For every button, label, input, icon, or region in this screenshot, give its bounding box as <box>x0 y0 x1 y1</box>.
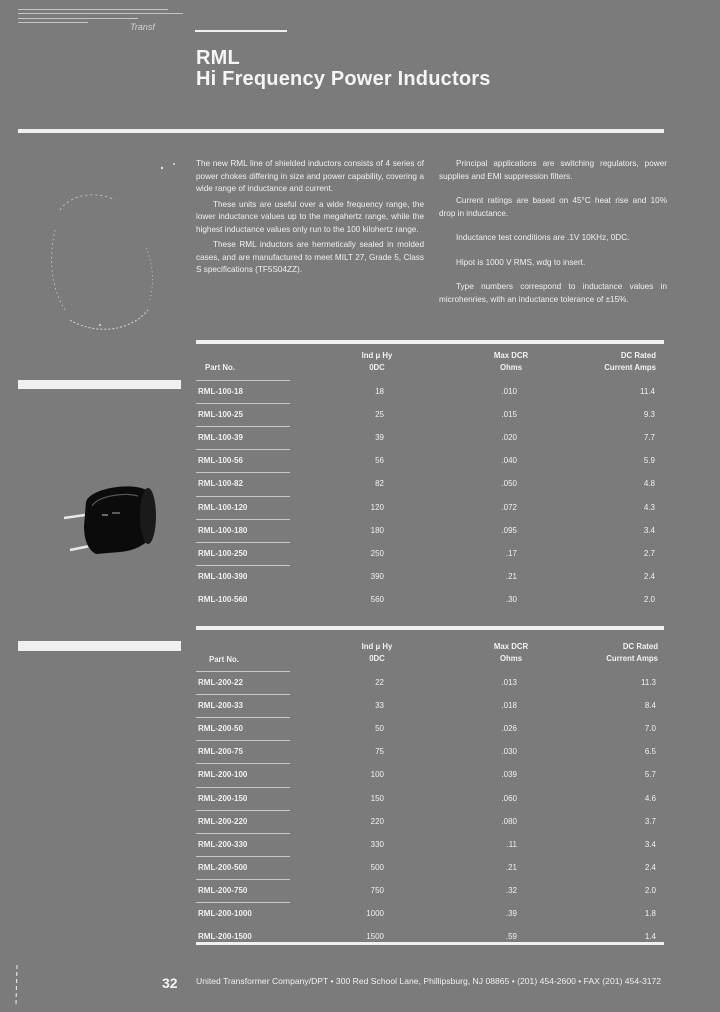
table-cell-dcr: .072 <box>501 502 517 512</box>
table-cell-inductance: 22 <box>375 678 384 687</box>
table-cell-part: RML-200-750 <box>198 885 248 895</box>
table-cell-inductance: 220 <box>370 816 384 826</box>
table-bottom-rule <box>196 942 664 945</box>
table-cell-current: 2.4 <box>644 862 656 872</box>
table-cell-part: RML-100-39 <box>198 433 243 443</box>
table-cell-dcr: .010 <box>501 387 517 396</box>
col-header-dcr: Max DCR Ohms <box>493 642 529 663</box>
table-cell-current: 3.4 <box>643 525 655 535</box>
table-row-separator <box>196 426 290 427</box>
table-cell-dcr: .040 <box>501 456 517 466</box>
table-cell-inductance: 18 <box>375 387 384 396</box>
page-number: 32 <box>162 975 178 991</box>
col-header-dcr: Max DCR Ohms <box>493 351 529 372</box>
table-cell-dcr: .020 <box>501 433 517 443</box>
table-cell-current: 2.0 <box>644 885 656 895</box>
table-row-separator <box>196 717 290 718</box>
col-header-inductance: Ind μ Hy 0DC <box>361 351 393 372</box>
table-cell-part: RML-100-56 <box>198 456 243 466</box>
table-cell-part: RML-200-1000 <box>198 909 252 918</box>
table-cell-inductance: 33 <box>375 701 384 711</box>
table-cell-part: RML-100-250 <box>198 548 248 558</box>
table-cell-dcr: .21 <box>505 862 517 872</box>
table-row-separator <box>196 763 290 764</box>
table-cell-dcr: .21 <box>505 571 517 581</box>
table-cell-dcr: .050 <box>501 479 517 489</box>
table-cell-inductance: 150 <box>370 793 384 803</box>
table-cell-current: 5.9 <box>643 456 655 466</box>
table-cell-part: RML-200-330 <box>198 839 248 849</box>
table-row-separator <box>196 449 290 450</box>
table-cell-part: RML-200-150 <box>198 793 248 803</box>
table-cell-part: RML-200-1500 <box>198 932 252 942</box>
table-row-separator <box>196 403 290 404</box>
table-cell-current: 7.0 <box>644 724 656 734</box>
scan-mark <box>14 965 20 1005</box>
table-cell-inductance: 56 <box>375 456 384 466</box>
table-row-separator <box>196 472 290 473</box>
table-cell-dcr: .59 <box>505 932 517 942</box>
table-cell-inductance: 1500 <box>366 932 384 942</box>
table-cell-current: 1.8 <box>644 909 656 918</box>
table-cell-dcr: .080 <box>501 816 517 826</box>
table-cell-dcr: .30 <box>505 594 517 604</box>
table-cell-current: 7.7 <box>643 433 655 443</box>
intro-paragraph: These RML inductors are hermetically sealed in molded cases, and are manufactured to meet MILT 27, Grade 5, Class S specifications (TF5S04ZZ). <box>196 240 424 274</box>
table-cell-dcr: .026 <box>501 724 517 734</box>
table-cell-inductance: 39 <box>375 433 384 443</box>
table-cell-inductance: 75 <box>375 747 384 757</box>
scan-header-artifact <box>18 4 188 34</box>
table-top-rule <box>196 626 664 630</box>
page-title-series: RML <box>196 47 240 69</box>
table-cell-inductance: 250 <box>370 548 384 558</box>
table-row-separator <box>196 879 290 880</box>
table-cell-current: 11.4 <box>640 387 655 396</box>
table-row-separator <box>196 671 290 672</box>
col-header-inductance: Ind μ Hy 0DC <box>361 642 393 663</box>
faded-product-photo <box>40 160 175 345</box>
table-cell-current: 2.4 <box>643 571 655 581</box>
table-cell-dcr: .060 <box>501 793 517 803</box>
table-cell-part: RML-200-75 <box>198 747 243 757</box>
intro-right-column <box>439 158 667 306</box>
table-row-separator <box>196 542 290 543</box>
table-cell-inductance: 390 <box>370 571 384 581</box>
table-cell-current: 9.3 <box>643 410 655 420</box>
intro-paragraph: Current ratings are based on 45°C heat rise and 10% drop in inductance. <box>439 196 667 218</box>
table-cell-dcr: .039 <box>501 770 517 780</box>
table-cell-current: 8.4 <box>644 701 656 711</box>
table-cell-part: RML-100-82 <box>198 479 243 489</box>
left-section-bar <box>18 380 181 389</box>
table-cell-part: RML-100-390 <box>198 571 248 581</box>
table-cell-part: RML-100-25 <box>198 410 243 420</box>
table-cell-inductance: 100 <box>370 770 384 780</box>
table-cell-current: 3.7 <box>644 816 656 826</box>
table-cell-part: RML-100-180 <box>198 525 248 535</box>
table-cell-current: 1.4 <box>644 932 656 942</box>
table-cell-current: 5.7 <box>644 770 656 780</box>
table-cell-inductance: 1000 <box>366 909 384 918</box>
table-cell-part: RML-200-22 <box>198 678 243 687</box>
table-cell-inductance: 330 <box>370 839 384 849</box>
table-cell-current: 2.0 <box>643 594 655 604</box>
table-cell-dcr: .095 <box>501 525 517 535</box>
table-cell-inductance: 560 <box>370 594 384 604</box>
intro-paragraph: Hipot is 1000 V RMS, wdg to insert. <box>456 257 586 267</box>
table-row-separator <box>196 833 290 834</box>
table-cell-current: 2.7 <box>643 548 655 558</box>
table-cell-dcr: .11 <box>506 839 517 849</box>
col-header-part: Part No. <box>205 363 235 372</box>
table-row-separator <box>196 694 290 695</box>
table-cell-dcr: .17 <box>505 548 517 558</box>
table-cell-inductance: 82 <box>375 479 384 489</box>
table-cell-inductance: 25 <box>375 410 384 420</box>
intro-paragraph: The new RML line of shielded inductors consists of 4 series of power chokes differing in size and power capability, covering a wide range of inductance and current. <box>196 159 424 193</box>
table-cell-part: RML-200-220 <box>198 816 248 826</box>
table-cell-dcr: .39 <box>505 909 517 918</box>
intro-paragraph: Type numbers correspond to inductance values in microhenries, with an inductance tolerance of ±15%. <box>439 282 667 304</box>
table-cell-inductance: 50 <box>375 724 384 734</box>
table-row-separator <box>196 740 290 741</box>
table-cell-part: RML-100-560 <box>198 594 248 604</box>
table-cell-dcr: .018 <box>501 701 517 711</box>
table-row-separator <box>196 519 290 520</box>
table-cell-inductance: 120 <box>370 502 384 512</box>
intro-left-column <box>196 158 424 277</box>
table-cell-part: RML-200-50 <box>198 724 243 734</box>
table-cell-current: 4.8 <box>643 479 655 489</box>
table-cell-inductance: 180 <box>370 525 384 535</box>
table-cell-current: 4.6 <box>644 793 656 803</box>
table-row-separator <box>196 902 290 903</box>
table-row-separator <box>196 856 290 857</box>
col-header-part: Part No. <box>209 655 239 664</box>
table-cell-current: 11.3 <box>641 678 656 687</box>
col-header-current: DC Rated Current Amps <box>606 642 658 663</box>
table-cell-dcr: .030 <box>501 747 517 757</box>
table-cell-dcr: .013 <box>501 678 517 687</box>
table-cell-part: RML-200-100 <box>198 770 248 780</box>
table-cell-dcr: .32 <box>505 885 517 895</box>
title-top-rule <box>195 30 287 32</box>
table-cell-inductance: 750 <box>370 885 384 895</box>
section-rule <box>18 129 664 133</box>
scan-header-text: Transf <box>130 22 155 32</box>
left-section-bar <box>18 641 181 651</box>
table-cell-part: RML-200-33 <box>198 701 243 711</box>
table-cell-part: RML-100-18 <box>198 387 243 396</box>
inductor-component-icon <box>62 480 162 565</box>
intro-paragraph: These units are useful over a wide frequency range, the lower inductance values up to the megahertz range, while the highest inductance values only run to the 100 kilohertz range. <box>196 199 424 234</box>
page-title: Hi Frequency Power Inductors <box>196 68 491 90</box>
table-cell-part: RML-100-120 <box>198 502 248 512</box>
intro-paragraph: Principal applications are switching regulators, power supplies and EMI suppression filters. <box>439 159 667 181</box>
table-row-separator <box>196 496 290 497</box>
table-row-separator <box>196 810 290 811</box>
table-cell-dcr: .015 <box>501 410 517 420</box>
table-cell-inductance: 500 <box>370 862 384 872</box>
table-cell-part: RML-200-500 <box>198 862 248 872</box>
intro-paragraph: Inductance test conditions are .1V 10KHz, 0DC. <box>456 233 630 242</box>
footer-company-line: United Transformer Company/DPT • 300 Red School Lane, Phillipsburg, NJ 08865 • (201) 454-2600 • FAX (201) 454-3172 <box>196 976 662 986</box>
table-cell-current: 6.5 <box>644 747 656 757</box>
table-top-rule <box>196 340 664 344</box>
table-cell-current: 4.3 <box>643 502 655 512</box>
table-cell-current: 3.4 <box>644 839 656 849</box>
col-header-current: DC Rated Current Amps <box>604 351 656 372</box>
table-row-separator <box>196 787 290 788</box>
table-row-separator <box>196 380 290 381</box>
table-row-separator <box>196 565 290 566</box>
